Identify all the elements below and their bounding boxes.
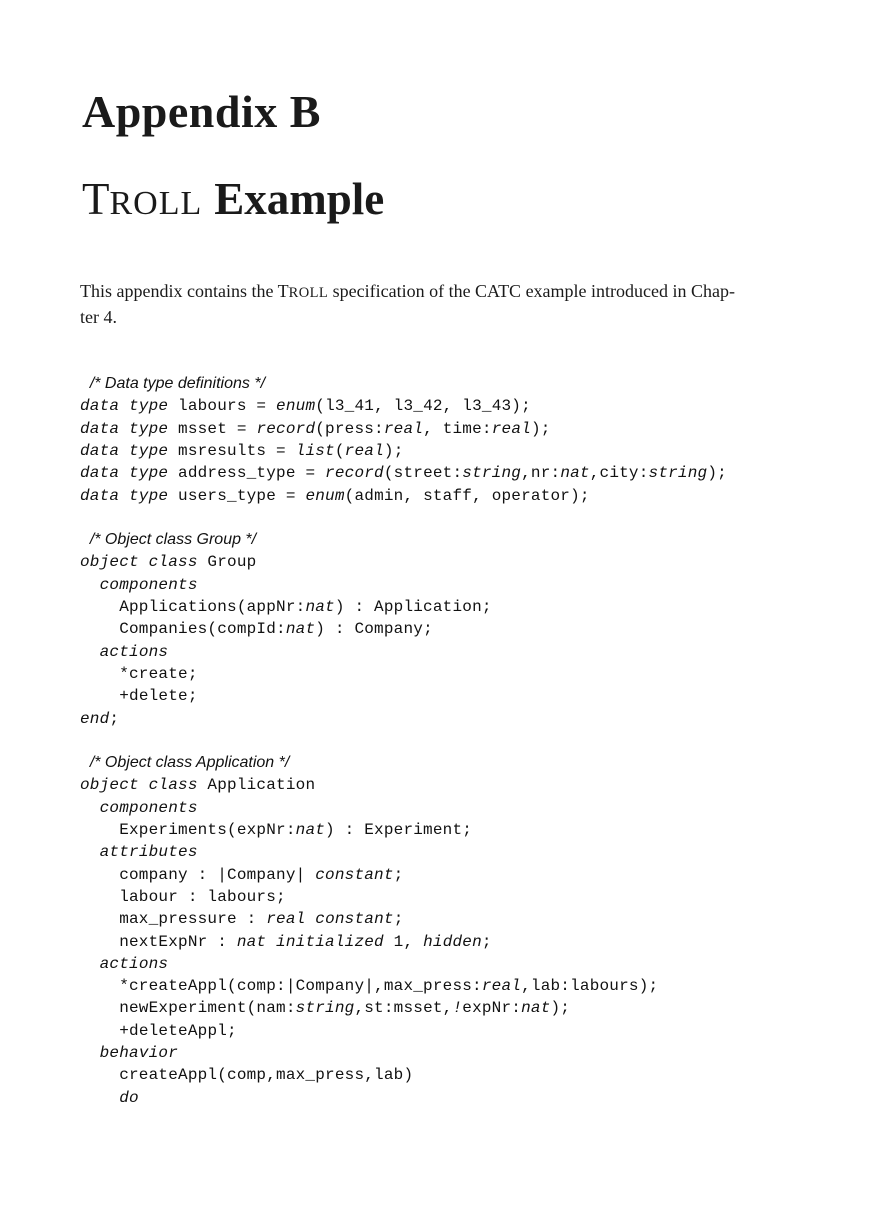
code-segment: labour : labours; [80, 887, 286, 906]
code-segment: labours = [168, 397, 277, 416]
code-segment: nat [285, 620, 316, 639]
code-segment: ; [393, 910, 404, 929]
code-segment: data type [80, 464, 169, 483]
code-line [80, 797, 824, 819]
code-segment: ! [452, 999, 463, 1018]
code-segment: ); [550, 999, 571, 1018]
code-line [80, 841, 824, 863]
code-segment: (press: [315, 419, 384, 438]
code-segment: record [325, 464, 384, 483]
code-segment: 1, [383, 932, 424, 951]
code-segment: ,st:msset, [354, 999, 453, 1018]
code-segment [80, 1022, 119, 1040]
code-segment: ,nr: [521, 464, 561, 483]
code-segment: Experiments(expNr: [80, 821, 296, 840]
code-line [80, 529, 824, 551]
code-line [80, 462, 824, 484]
code-segment: nat [521, 999, 551, 1018]
code-segment: /* Object class Application */ [89, 754, 290, 772]
code-segment: components [99, 798, 198, 817]
code-segment: real [266, 910, 306, 929]
code-segment: nat [236, 932, 267, 951]
code-segment: enum [305, 486, 345, 505]
code-segment: nextExpNr : [80, 932, 237, 951]
intro-text-post: specification of the CATC example introduced in Chap- [328, 281, 735, 302]
code-segment: constant [315, 910, 394, 929]
code-segment: real [383, 419, 424, 438]
code-line [80, 953, 824, 975]
code-line [80, 1087, 824, 1109]
code-segment: behavior [99, 1043, 179, 1062]
code-segment: end [80, 709, 110, 728]
code-segment: string [648, 464, 708, 483]
code-line [80, 708, 824, 730]
code-segment: msset = [168, 419, 257, 438]
code-segment: data type [80, 486, 169, 505]
code-segment: object class [80, 553, 198, 572]
code-segment: object class [80, 776, 198, 795]
code-segment: actions [99, 954, 169, 973]
code-segment [80, 576, 100, 594]
code-blank-line [80, 730, 824, 752]
code-line [80, 618, 824, 640]
code-segment [305, 910, 315, 928]
chapter-heading: Appendix B [82, 86, 321, 137]
code-line [80, 440, 824, 462]
code-segment: constant [315, 865, 394, 884]
code-segment: real [491, 419, 531, 438]
intro-paragraph [80, 279, 824, 329]
code-segment: initialized [276, 932, 384, 951]
code-line [80, 886, 824, 908]
code-segment: list [295, 441, 335, 460]
code-line [80, 551, 824, 573]
code-segment: components [99, 575, 198, 594]
code-segment: delete; [129, 687, 198, 706]
code-segment: Application [197, 776, 316, 795]
intro-text-pre: This appendix contains the [80, 281, 278, 302]
page-root [0, 88, 884, 1109]
code-segment: (street: [383, 464, 463, 483]
code-segment: string [462, 464, 522, 483]
code-segment: data type [80, 441, 169, 460]
code-line [80, 596, 824, 618]
code-segment: (l3_41, l3_42, l3_43); [315, 397, 531, 416]
title-troll-initial: T [82, 173, 110, 224]
code-segment: record [256, 419, 316, 438]
code-segment: ; [393, 865, 404, 884]
code-segment: Companies(compId: [80, 620, 286, 639]
intro-line-1 [80, 279, 824, 305]
code-line [80, 663, 824, 685]
code-line [80, 373, 824, 395]
code-segment: enum [276, 397, 316, 416]
code-line [80, 418, 824, 440]
code-segment: , time: [423, 419, 492, 438]
code-segment: ); [530, 419, 551, 438]
code-segment: nat [305, 598, 335, 617]
code-segment [80, 799, 100, 817]
code-segment [80, 643, 100, 661]
code-segment: ,lab:labours); [521, 977, 659, 996]
code-segment [80, 531, 90, 549]
code-line [80, 574, 824, 596]
code-line [80, 1064, 824, 1086]
code-listing [80, 373, 824, 1109]
code-segment: Group [197, 553, 257, 572]
code-line [80, 774, 824, 796]
code-segment: address_type = [168, 464, 326, 483]
code-segment: ); [707, 464, 727, 483]
code-segment: nat [560, 464, 590, 483]
code-segment: newExperiment(nam: [80, 999, 296, 1018]
code-segment: ) : Experiment; [325, 821, 473, 840]
code-segment: ) : Application; [334, 598, 492, 617]
code-segment: actions [99, 642, 169, 661]
code-blank-line [80, 507, 824, 529]
code-segment: data type [80, 419, 169, 438]
code-segment: createAppl(comp,max_press,lab) [80, 1066, 414, 1085]
code-line [80, 485, 824, 507]
code-segment: + [119, 1021, 130, 1040]
code-line [80, 931, 824, 953]
code-segment: nat [295, 821, 326, 840]
code-segment: *create; [80, 664, 198, 683]
code-segment: string [295, 999, 355, 1018]
code-segment: expNr: [462, 999, 522, 1018]
code-segment [266, 933, 276, 951]
code-segment: hidden [423, 932, 482, 951]
code-segment: /* Data type definitions */ [89, 375, 266, 393]
code-segment: real [481, 977, 522, 996]
code-line [80, 752, 824, 774]
code-segment [80, 1044, 100, 1062]
code-segment: data type [80, 397, 169, 416]
code-segment: real [344, 441, 384, 460]
code-segment: do [119, 1088, 139, 1107]
code-line [80, 685, 824, 707]
code-segment: /* Object class Group */ [89, 531, 257, 549]
code-segment: + [119, 687, 130, 706]
intro-line-2: ter 4. [80, 307, 117, 328]
title-example-word: Example [214, 173, 385, 224]
code-segment: (admin, staff, operator); [344, 486, 590, 505]
code-segment: Applications(appNr: [80, 598, 306, 617]
code-segment: ( [334, 441, 345, 460]
code-segment [80, 1089, 119, 1107]
code-segment: max_pressure : [80, 910, 267, 929]
code-segment: users_type = [168, 486, 306, 505]
code-segment: *createAppl(comp:|Company|,max_press: [80, 977, 482, 996]
code-segment [80, 754, 90, 772]
intro-troll-smallcaps: ROLL [288, 285, 329, 302]
code-line [80, 819, 824, 841]
intro-troll-initial: T [277, 281, 289, 302]
code-segment [80, 375, 90, 393]
code-line [80, 908, 824, 930]
code-line [80, 997, 824, 1019]
title-troll-smallcaps: ROLL [109, 184, 203, 222]
code-segment: deleteAppl; [129, 1021, 237, 1040]
code-segment: ; [109, 709, 120, 728]
code-segment: ); [383, 441, 404, 460]
code-segment: ,city: [589, 464, 649, 483]
code-segment: ) : Company; [315, 620, 433, 639]
code-line [80, 1020, 824, 1042]
code-segment: msresults = [168, 441, 296, 460]
code-segment [80, 843, 100, 861]
code-segment: company : |Company| [80, 865, 316, 884]
code-line [80, 395, 824, 417]
code-line [80, 864, 824, 886]
code-line [80, 1042, 824, 1064]
code-line [80, 641, 824, 663]
code-segment [80, 955, 100, 973]
code-segment: ; [481, 932, 492, 951]
appendix-title [82, 173, 824, 224]
code-segment [80, 687, 119, 705]
code-segment: attributes [99, 843, 198, 862]
code-line [80, 975, 824, 997]
